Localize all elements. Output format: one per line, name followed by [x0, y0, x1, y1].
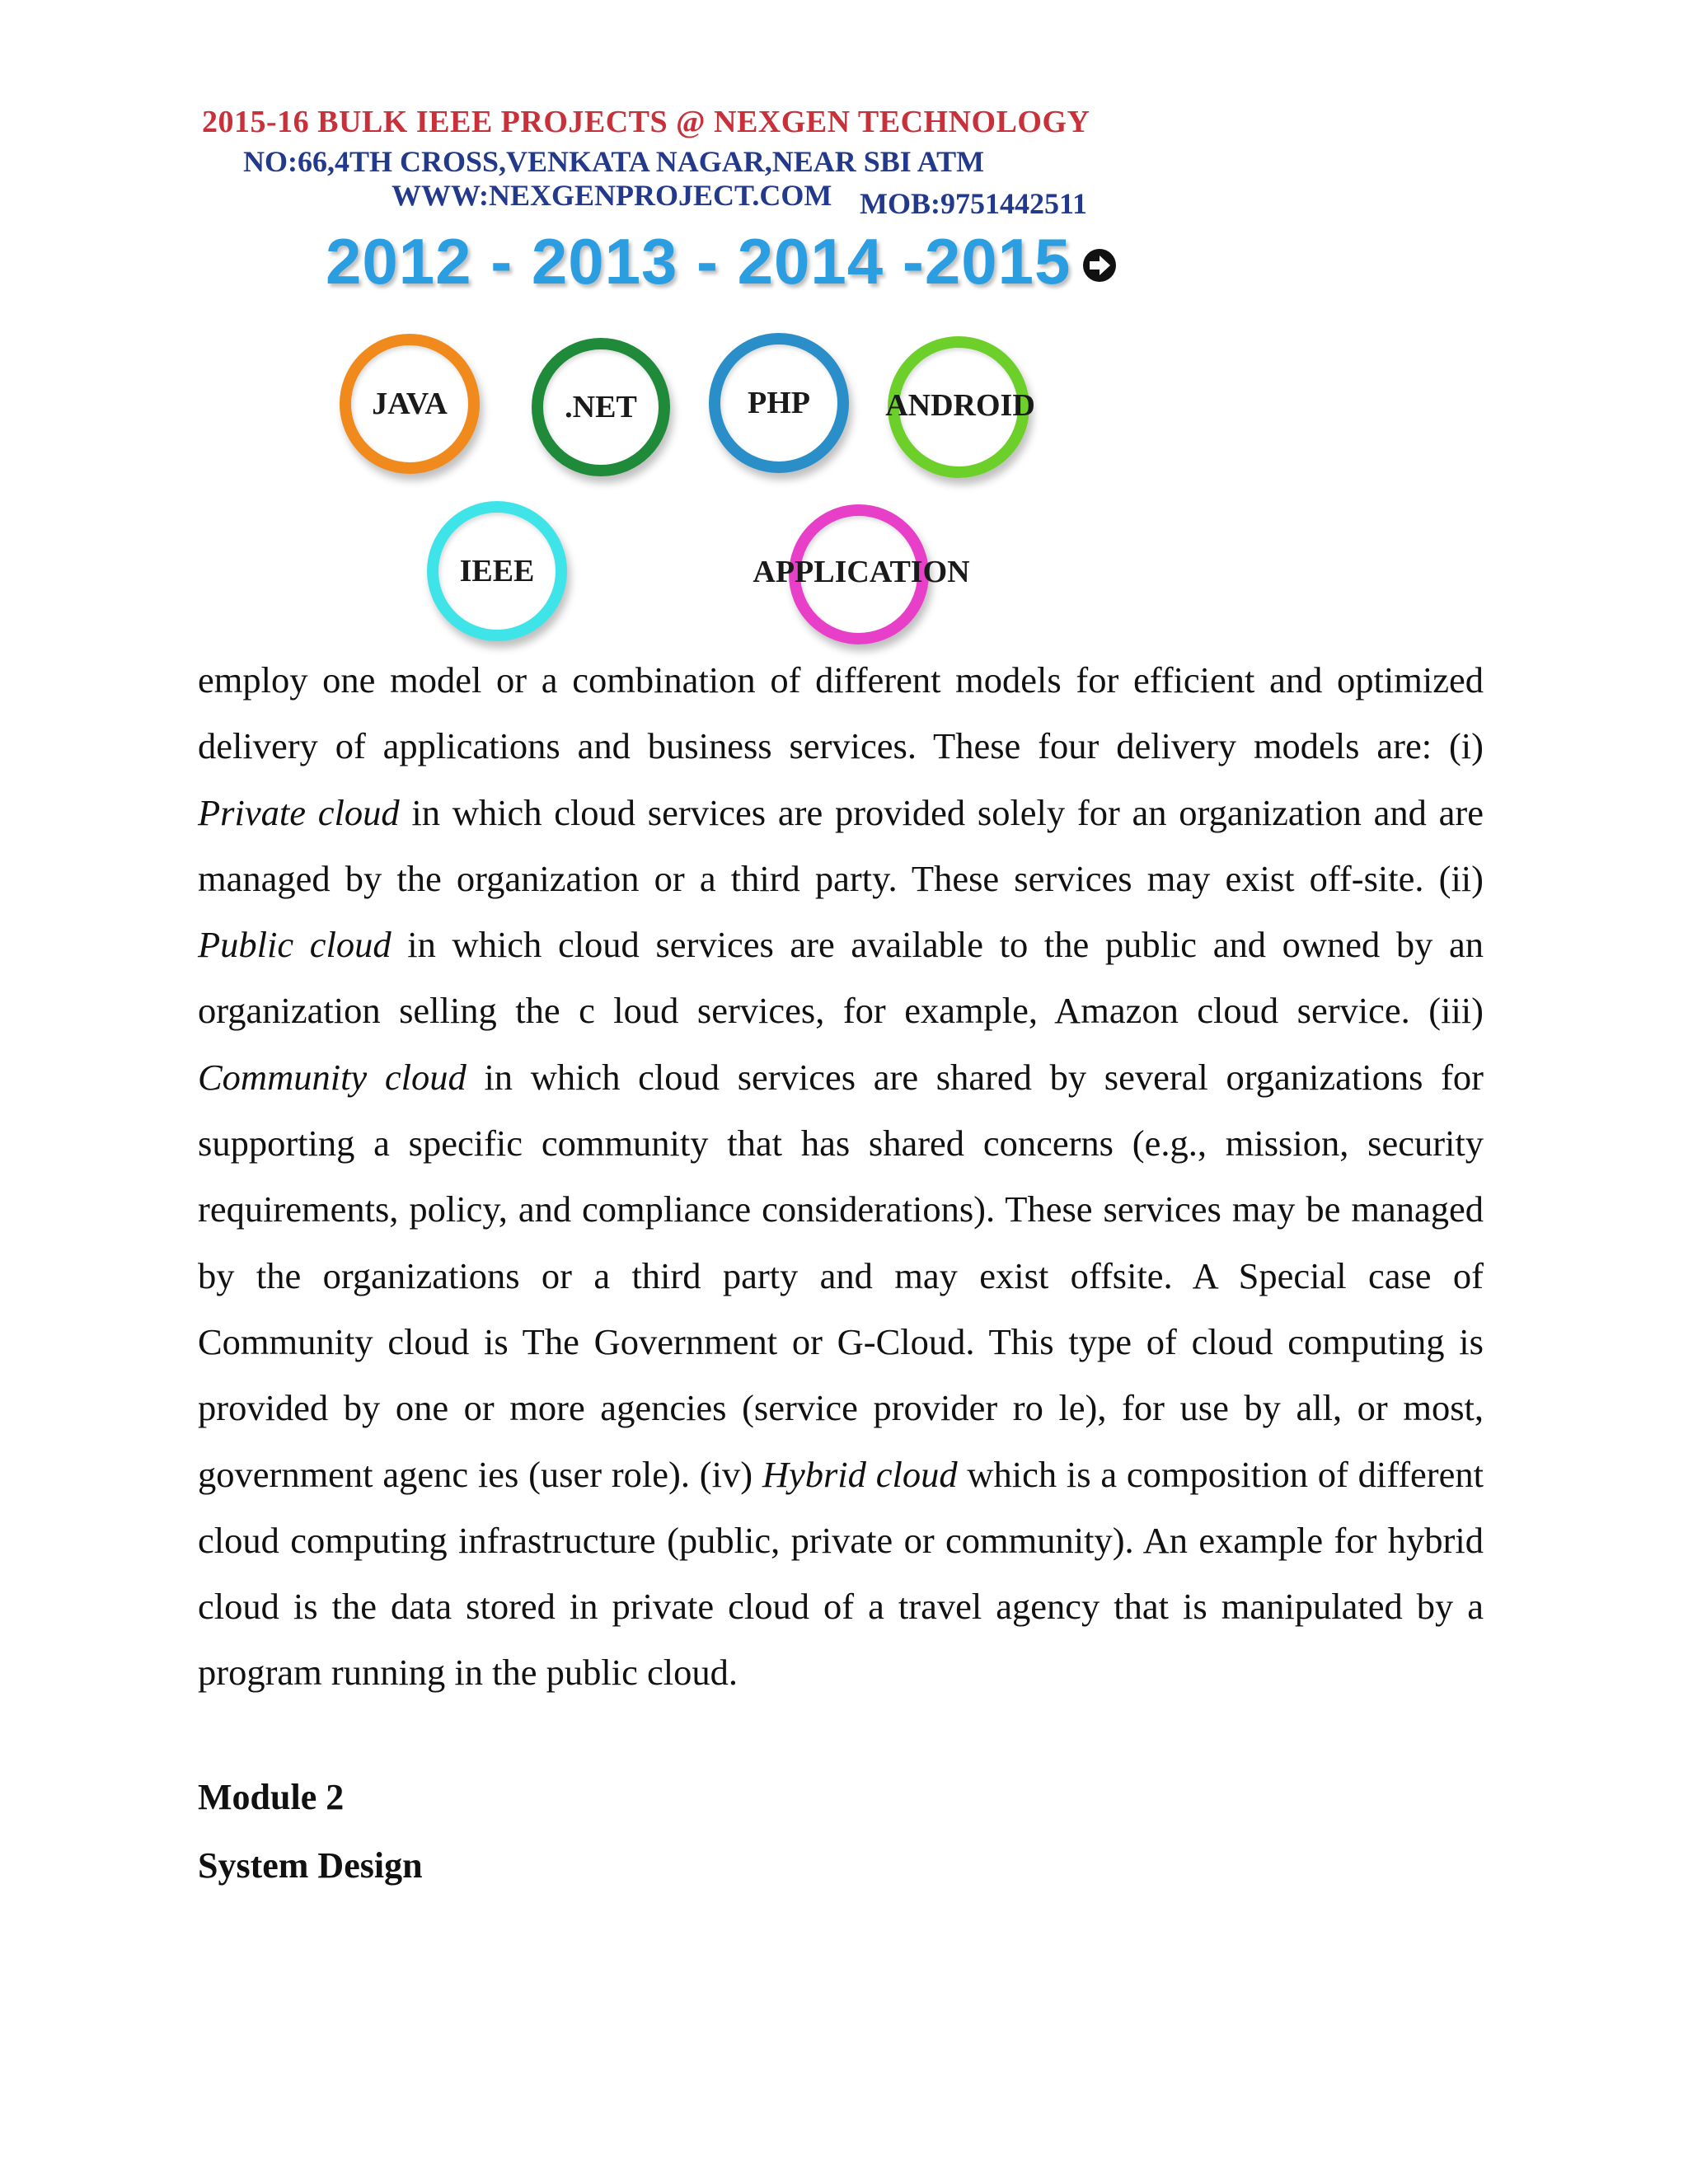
application-label: APPLICATION — [753, 555, 970, 589]
term-public-cloud: Public cloud — [198, 924, 392, 966]
text-segment: employ one model or a combination of different models for efficient and optimized delivery of applications and business services. These four delivery models are: (i) — [198, 659, 1484, 767]
text-segment: in which cloud services are shared by several organizations for supporting a specific community that has shared concerns (e.g., mission, security requirements, policy, and compliance considerations). These services may be managed by the organizations or a third party and may exist offsite. A Special case of Community cloud is The Government or G-Cloud. This type of cloud computing is provided by one or more agencies (service provider ro le), for use by all, or most, government agenc ies (user role). (iv) — [198, 1056, 1484, 1495]
java-label: JAVA — [372, 387, 448, 421]
banner-website: WWW:NEXGENPROJECT.COM — [392, 179, 832, 212]
ieee-badge — [427, 501, 567, 641]
banner-headline: 2015-16 BULK IEEE PROJECTS @ NEXGEN TECHNOLOGY — [202, 105, 1090, 139]
java-badge — [340, 334, 480, 474]
advertisement-banner — [0, 0, 1688, 659]
php-label: PHP — [748, 386, 810, 420]
arrow-right-icon — [1081, 247, 1118, 284]
body-paragraph — [198, 647, 1484, 1706]
term-private-cloud: Private cloud — [198, 791, 400, 833]
term-community-cloud: Community cloud — [198, 1056, 467, 1098]
text-segment: which is a composition of different cloud computing infrastructure (public, private or community). An example for hybrid cloud is the data stored in private cloud of a travel agency that is manipulated by a program running in the public cloud. — [198, 1453, 1484, 1694]
term-hybrid-cloud: Hybrid cloud — [762, 1453, 958, 1495]
banner-years: 2012 - 2013 - 2014 -2015 — [326, 225, 1071, 298]
dotnet-badge — [532, 338, 670, 476]
ieee-label: IEEE — [459, 554, 535, 588]
text-segment: in which cloud services are available to the public and owned by an organization selling the c loud services, for example, Amazon cloud service. (iii) — [198, 924, 1484, 1032]
banner-address: NO:66,4TH CROSS,VENKATA NAGAR,NEAR SBI ATM — [243, 145, 985, 178]
php-badge — [709, 333, 849, 473]
banner-mobile: MOB:9751442511 — [860, 187, 1087, 220]
dotnet-label: .NET — [565, 390, 637, 424]
section-heading: System Design — [198, 1845, 423, 1886]
module-heading: Module 2 — [198, 1777, 345, 1817]
android-label: ANDROID — [885, 388, 1035, 423]
text-segment: in which cloud services are provided solely for an organization and are managed by the organization or a third party. These services may exist off-site. (ii) — [198, 791, 1484, 899]
